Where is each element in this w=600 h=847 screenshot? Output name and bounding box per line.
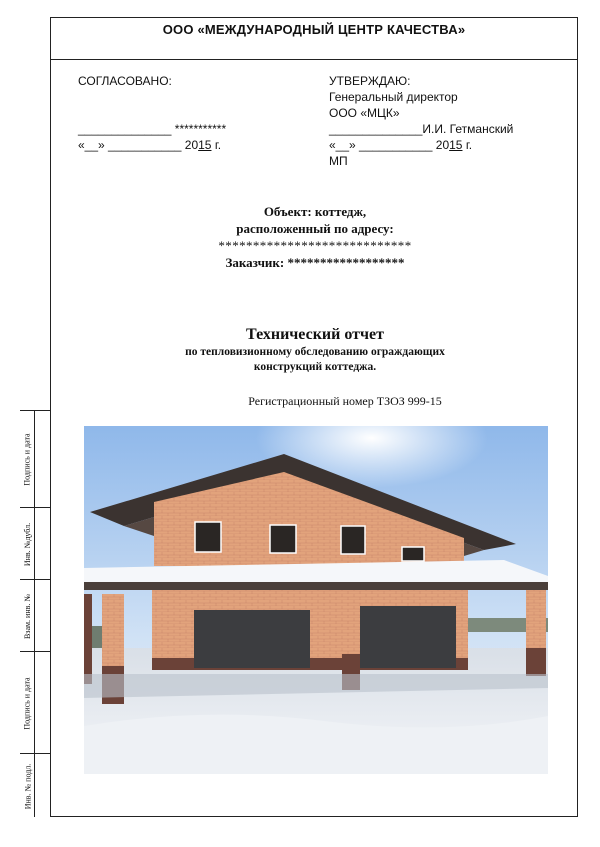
object-customer: Заказчик: ****************** [225, 255, 405, 270]
object-line2: расположенный по адресу: [236, 221, 394, 236]
approval-right-date: «__» ___________ 2015 г. [329, 138, 473, 152]
approval-right-seal: МП [329, 154, 348, 168]
approval-left-signature: ______________ *********** [78, 122, 227, 136]
report-subtitle-1: по тепловизионному обследованию ограждающих [185, 346, 445, 358]
approval-left-date: «__» ___________ 2015 г. [78, 138, 222, 152]
stamp-label-replacement-no: Взам. инв. № [23, 593, 32, 639]
cottage-photo [84, 426, 548, 774]
approval-right-heading: УТВЕРЖДАЮ: [329, 74, 411, 88]
approval-left-block [78, 73, 226, 153]
object-line1: Объект: коттедж, [263, 204, 367, 219]
stamp-signature-column [35, 410, 50, 817]
stamp-label-signature-date-2: Подпись и дата [23, 676, 32, 730]
stamp-label-original-no: Инв. № подл. [23, 763, 32, 809]
stamp-label-signature-date-1: Подпись и дата [23, 433, 32, 486]
approval-right-position: Генеральный директор [329, 90, 458, 104]
report-block [120, 325, 510, 375]
object-block [120, 203, 510, 271]
organization-title: ООО «МЕЖДУНАРОДНЫЙ ЦЕНТР КАЧЕСТВА» [162, 22, 466, 37]
approval-left-heading: СОГЛАСОВАНО: [78, 74, 172, 88]
report-title: Технический отчет [246, 326, 384, 343]
approval-right-company: ООО «МЦК» [329, 106, 400, 120]
stamp-label-duplicate-no: Инв. №дубл. [23, 522, 33, 566]
registration-number: Регистрационный номер ТЗОЗ 999-15 [248, 394, 442, 408]
object-address: **************************** [218, 238, 412, 253]
stamp-labels-column [20, 410, 35, 817]
stamp-strip [20, 410, 50, 817]
approval-right-signature: ______________И.И. Гетманский [329, 122, 514, 136]
approval-right-block [329, 73, 513, 169]
report-subtitle-2: конструкций коттеджа. [253, 361, 377, 373]
